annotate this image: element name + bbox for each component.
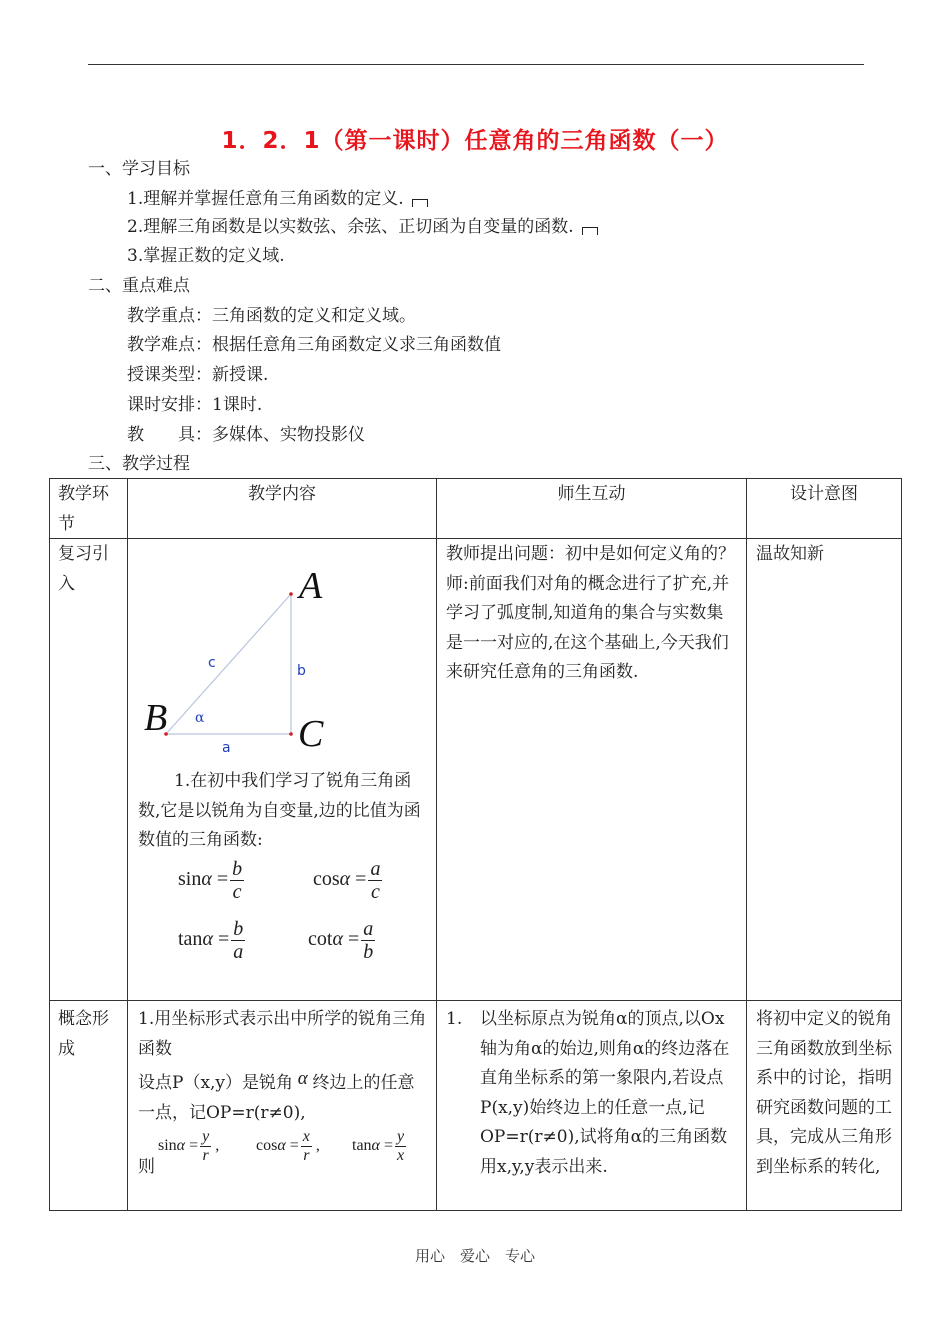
- mark-icon: [412, 199, 428, 207]
- teaching-tools: 教 具：多媒体、实物投影仪: [127, 425, 365, 445]
- section-process: 三、教学过程: [88, 454, 190, 474]
- page-footer: 用心 爱心 专心: [414, 1247, 535, 1265]
- formula-tan: tanα = $\frac{b}{a}$: [178, 918, 244, 963]
- header-intent: 设计意图: [790, 484, 858, 504]
- goal-3: 3.掌握正数的定义域.: [127, 246, 285, 266]
- vertex-a-label: A: [299, 565, 323, 607]
- right-triangle-diagram: [128, 540, 436, 760]
- mark-icon: [582, 227, 598, 235]
- header-interaction: 师生互动: [557, 484, 626, 504]
- lesson-type: 授课类型：新授课.: [127, 365, 269, 385]
- row2-content-line2: 设点P（x,y）是锐角 α 终边上的任意一点，记OP=r(r≠0),: [138, 1068, 415, 1123]
- formula-sin: sinα = $\frac{b}{c}$: [178, 858, 243, 903]
- hypotenuse-line: [166, 594, 291, 734]
- row2-interaction-number: 1.: [446, 1009, 463, 1029]
- formula-sin-xy: sinα = $\frac{y}{r}$ ,: [158, 1128, 220, 1164]
- key-point: 教学重点：三角函数的定义和定义域。: [127, 306, 416, 326]
- section-key-points: 二、重点难点: [88, 276, 190, 296]
- vertex-c-dot: [289, 732, 293, 736]
- goal-2: 2.理解三角函数是以实数弦、余弦、正切函为自变量的函数.: [127, 212, 598, 242]
- row1-stage: 复习引入: [58, 544, 109, 594]
- row2-intent: 将初中定义的锐角三角函数放到坐标系中的讨论，指明研究函数问题的工具，完成从三角形到坐标系的转化,: [756, 1009, 892, 1177]
- side-c-label: c: [208, 655, 216, 671]
- formula-cos-xy: cosα = $\frac{x}{r}$ ,: [256, 1128, 320, 1164]
- row2-stage: 概念形成: [58, 1009, 109, 1059]
- formula-cot: cotα = $\frac{a}{b}$: [308, 918, 374, 963]
- row1-intent: 温故知新: [756, 544, 824, 564]
- row2-interaction: 以坐标原点为锐角α的顶点,以Ox轴为角α的始边,则角α的终边落在直角坐标系的第一象限内,若设点P(x,y)始终边上的任意一点,记OP=r(r≠0),试将角α的三角函数用x,y,y表示出来.: [480, 1009, 730, 1177]
- side-a-label: a: [222, 740, 231, 756]
- header-rule: [88, 64, 864, 65]
- vertex-b-label: B: [144, 697, 168, 739]
- difficult-point: 教学难点：根据任意角三角函数定义求三角函数值: [127, 335, 501, 355]
- header-content: 教学内容: [248, 484, 316, 504]
- formula-cos: cosα = $\frac{a}{c}$: [313, 858, 381, 903]
- header-stage: 教学环节: [58, 484, 109, 534]
- row2-content-line1: 1.用坐标形式表示出中所学的锐角三角函数: [138, 1009, 427, 1059]
- angle-alpha-label: α: [195, 710, 205, 726]
- row2-then: 则: [138, 1157, 155, 1177]
- row1-interaction: 教师提出问题：初中是如何定义角的？ 师:前面我们对角的概念进行了扩充,并学习了弧度制,知道角的集合与实数集是一一对应的,在这个基础上,今天我们来研究任意角的三角函数.: [446, 544, 735, 682]
- vertex-c-label: C: [298, 713, 324, 755]
- vertex-a-dot: [289, 592, 293, 596]
- lesson-hours: 课时安排：1课时.: [127, 395, 263, 415]
- formula-tan-xy: tanα = $\frac{y}{x}$: [352, 1128, 405, 1164]
- page-title: 1．2．1（第一课时）任意角的三角函数（一）: [221, 128, 729, 154]
- row1-content-text: 1.在初中我们学习了锐角三角函数,它是以锐角为自变量,边的比值为函数值的三角函数:: [138, 771, 421, 850]
- section-goals: 一、学习目标: [88, 159, 190, 179]
- goal-1: 1.理解并掌握任意角三角函数的定义.: [127, 184, 428, 214]
- side-b-label: b: [297, 663, 306, 679]
